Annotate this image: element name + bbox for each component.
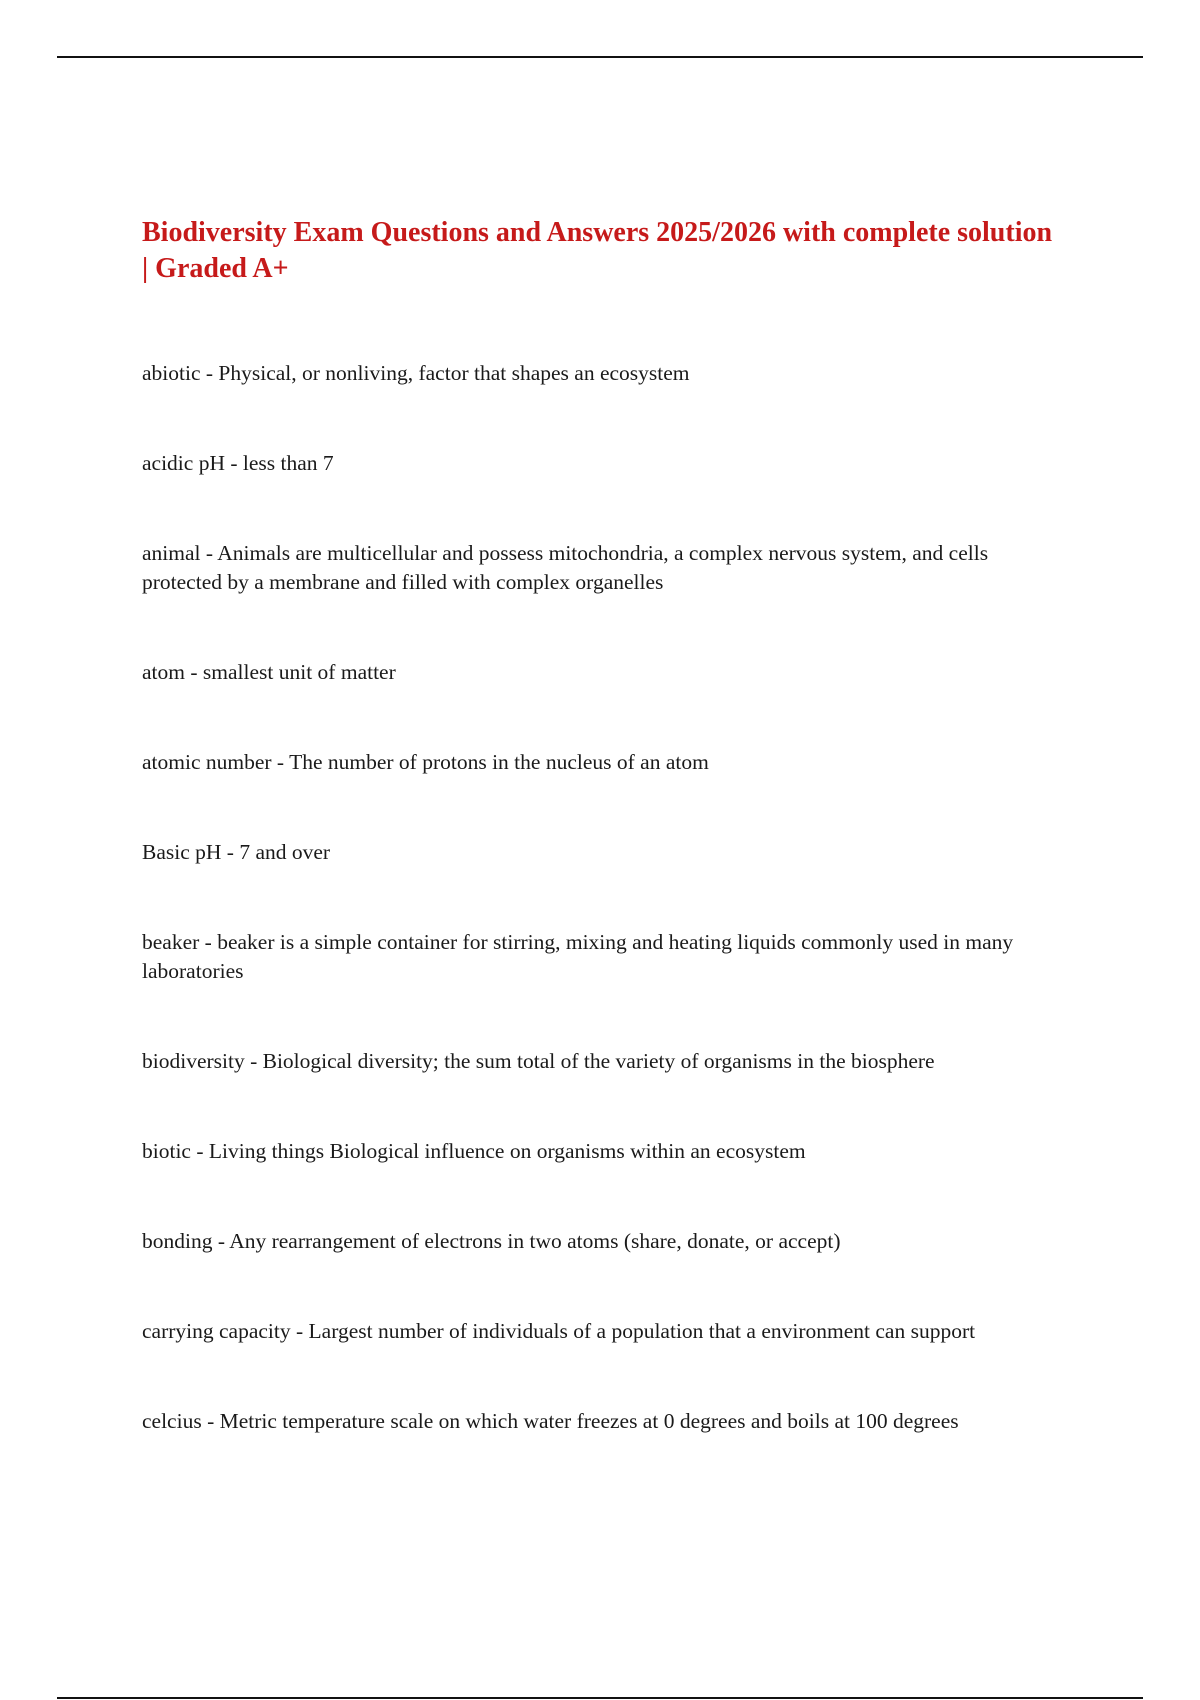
term-entry: Basic pH - 7 and over [142, 840, 331, 864]
footer-divider [57, 1697, 1143, 1699]
term-entry: animal - Animals are multicellular and possess mitochondria, a complex nervous system, and cells protected by a membrane and filled with complex organelles [142, 541, 989, 594]
term-entry: beaker - beaker is a simple container for stirring, mixing and heating liquids commonly used in many laboratories [142, 930, 1014, 983]
term-entry: abiotic - Physical, or nonliving, factor that shapes an ecosystem [142, 361, 690, 385]
term-entry: atomic number - The number of protons in the nucleus of an atom [142, 750, 709, 774]
document-body [142, 215, 1062, 1497]
header-divider [57, 56, 1143, 58]
term-entry: biotic - Living things Biological influence on organisms within an ecosystem [142, 1139, 806, 1163]
term-entry: biodiversity - Biological diversity; the sum total of the variety of organisms in the biosphere [142, 1049, 935, 1073]
term-entry: celcius - Metric temperature scale on which water freezes at 0 degrees and boils at 100 degrees [142, 1409, 959, 1433]
term-entry: acidic pH - less than 7 [142, 451, 334, 475]
term-entry: carrying capacity - Largest number of individuals of a population that a environment can support [142, 1319, 976, 1343]
term-entry: atom - smallest unit of matter [142, 660, 396, 684]
term-entry: bonding - Any rearrangement of electrons in two atoms (share, donate, or accept) [142, 1229, 841, 1253]
term-list [142, 359, 1062, 1436]
document-title: Biodiversity Exam Questions and Answers 2025/2026 with complete solution | Graded A+ [142, 217, 1053, 284]
